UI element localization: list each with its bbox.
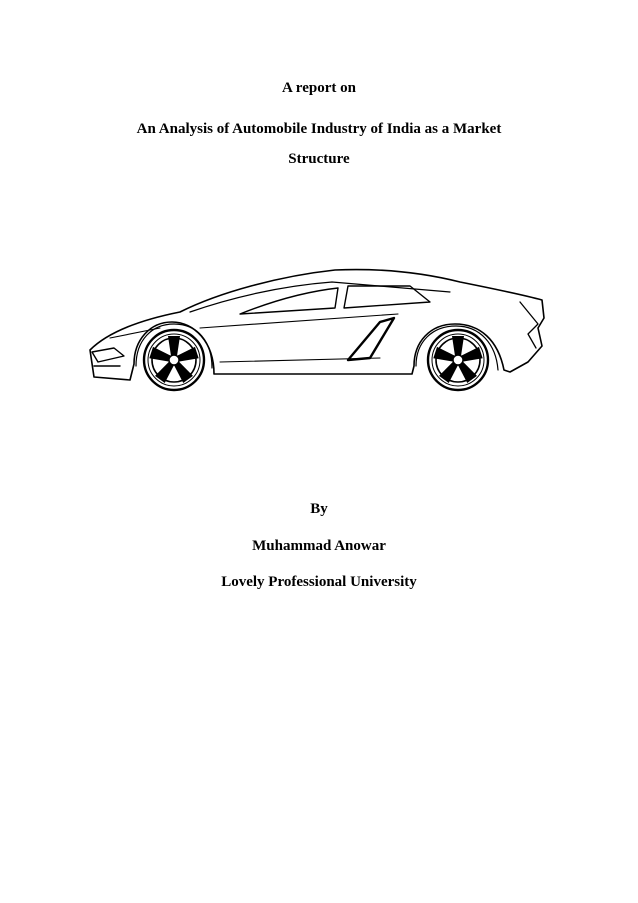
car-body-outline: [90, 270, 544, 381]
report-label: A report on: [282, 80, 356, 96]
by-label: By: [310, 501, 328, 517]
car-tail: [520, 302, 538, 348]
report-title-line-1: An Analysis of Automobile Industry of India as a Market: [136, 121, 502, 137]
car-front-grille: [92, 348, 124, 366]
car-side-intake: [348, 318, 394, 360]
author-name: Muhammad Anowar: [252, 538, 386, 554]
rear-wheel: [428, 330, 488, 390]
car-side-window: [240, 288, 338, 314]
car-front-line: [110, 328, 160, 338]
car-side-line: [200, 314, 398, 328]
front-wheel: [144, 330, 204, 390]
report-title-line-2: Structure: [288, 151, 350, 167]
institution-name: Lovely Professional University: [221, 574, 417, 590]
sports-car-illustration: [80, 262, 556, 402]
